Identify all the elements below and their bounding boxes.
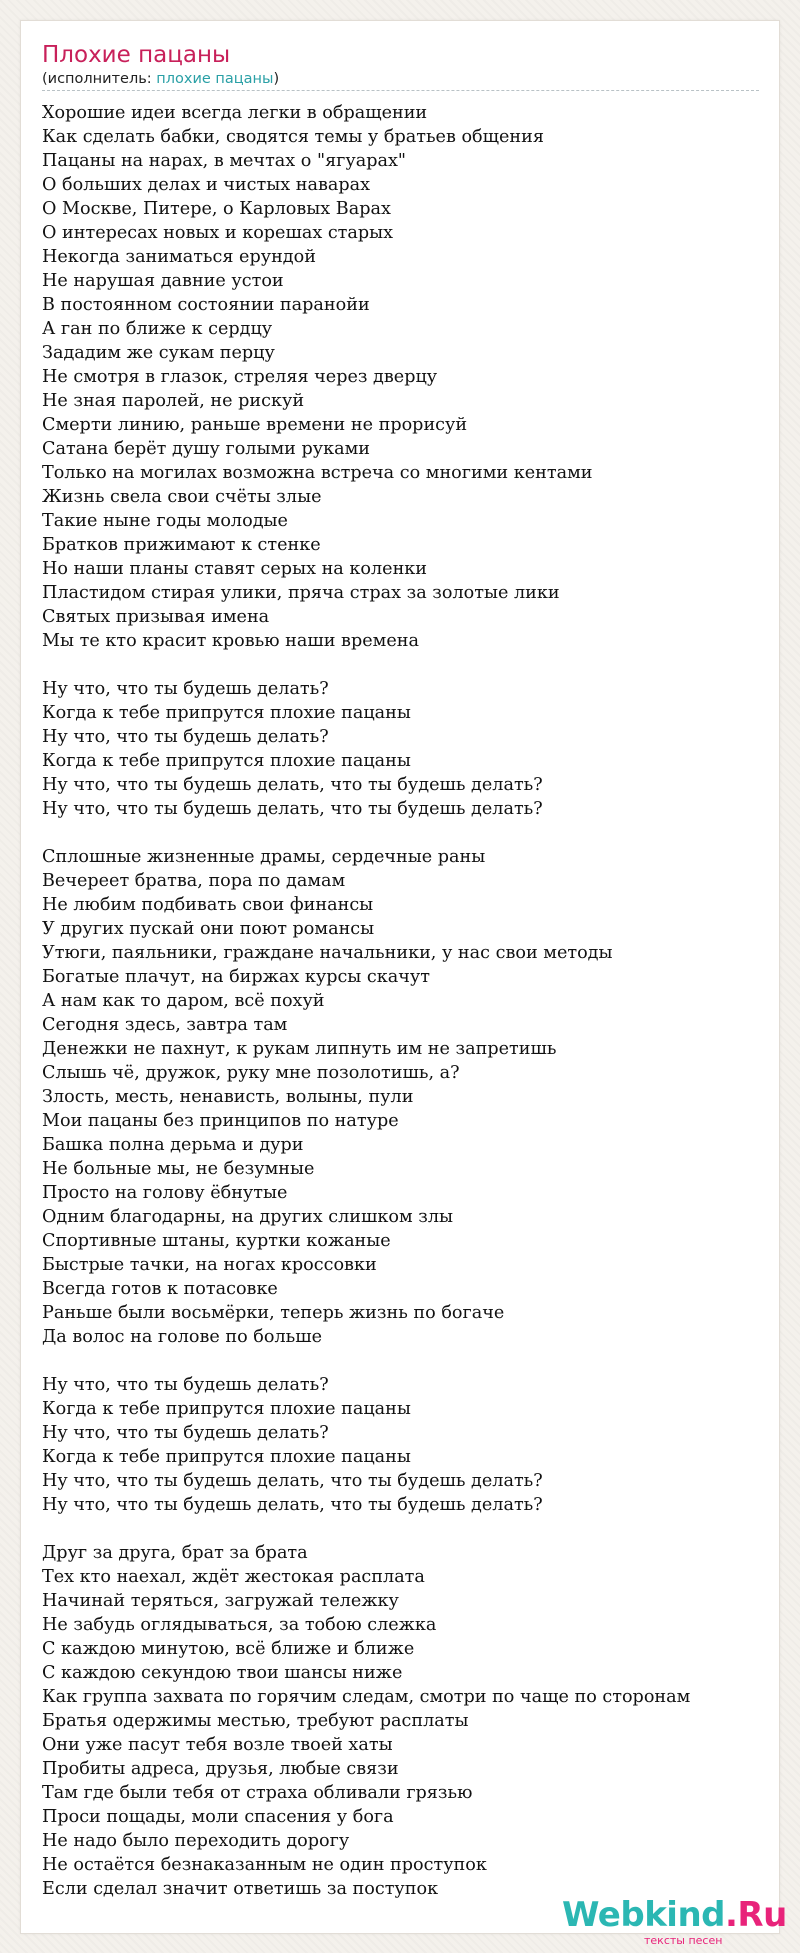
lyrics-line: Башка полна дерьма и дури [42, 1135, 304, 1155]
logo-subtitle: тексты песен [644, 1934, 723, 1947]
logo-tld: .Ru [725, 1895, 787, 1935]
lyrics-line: С каждою минутою, всё ближе и ближе [42, 1639, 415, 1659]
lyrics-line: О больших делах и чистых наварах [42, 175, 371, 195]
webkind-logo[interactable] [562, 1895, 787, 1947]
lyrics-line: Да волос на голове по больше [42, 1327, 323, 1347]
lyrics-line: Братья одержимы местью, требуют расплаты [42, 1711, 469, 1731]
lyrics-stanza [42, 1373, 782, 1517]
lyrics-line: Смерти линию, раньше времени не прорисуй [42, 415, 468, 435]
lyrics-line: Не смотря в глазок, стреляя через дверцу [42, 367, 438, 387]
lyrics-stanza [42, 1541, 782, 1901]
lyrics-line: Сплошные жизненные драмы, сердечные раны [42, 847, 486, 867]
lyrics-line: Когда к тебе припрутся плохие пацаны [42, 1399, 411, 1419]
lyrics-line: О Москве, Питере, о Карловых Варах [42, 199, 391, 219]
lyrics-line: Хорошие идеи всегда легки в обращении [42, 103, 428, 123]
lyrics-line: Ну что, что ты будешь делать? [42, 1375, 329, 1395]
lyrics-line: Ну что, что ты будешь делать, что ты будешь делать? [42, 799, 543, 819]
lyrics-line: Зададим же сукам перцу [42, 343, 275, 363]
lyrics-line: Мои пацаны без принципов по натуре [42, 1111, 399, 1131]
logo-wordmark [562, 1895, 787, 1935]
lyrics-line: Они уже пасут тебя возле твоей хаты [42, 1735, 393, 1755]
lyrics-line: Всегда готов к потасовке [42, 1279, 278, 1299]
lyrics-line: Тех кто наехал, ждёт жестокая расплата [42, 1567, 425, 1587]
lyrics-line: Мы те кто красит кровью наши времена [42, 631, 419, 651]
lyrics-line: Ну что, что ты будешь делать? [42, 727, 329, 747]
lyrics-line: Ну что, что ты будешь делать, что ты будешь делать? [42, 1471, 543, 1491]
lyrics-line: Ну что, что ты будешь делать? [42, 1423, 329, 1443]
song-title: Плохие пацаны [42, 42, 231, 68]
lyrics-line: Не больные мы, не безумные [42, 1159, 315, 1179]
lyrics-line: О интересах новых и корешах старых [42, 223, 394, 243]
lyrics-line: Когда к тебе припрутся плохие пацаны [42, 751, 411, 771]
lyrics-line: Такие ныне годы молодые [42, 511, 288, 531]
lyrics-line: С каждою секундою твои шансы ниже [42, 1663, 403, 1683]
lyrics-line: Утюги, паяльники, граждане начальники, у нас свои методы [42, 943, 613, 963]
lyrics-line: Когда к тебе припрутся плохие пацаны [42, 703, 411, 723]
lyrics-line: У других пускай они поют романсы [42, 919, 375, 939]
lyrics-line: Сегодня здесь, завтра там [42, 1015, 288, 1035]
lyrics-line: В постоянном состоянии паранойи [42, 295, 370, 315]
lyrics-card [20, 20, 780, 1934]
lyrics-line: Раньше были восьмёрки, теперь жизнь по богаче [42, 1303, 505, 1323]
lyrics-line: Быстрые тачки, на ногах кроссовки [42, 1255, 377, 1275]
lyrics-line: Как группа захвата по горячим следам, смотри по чаще по сторонам [42, 1687, 691, 1707]
lyrics-line: А нам как то даром, всё похуй [42, 991, 325, 1011]
lyrics-line: Злость, месть, ненависть, волыны, пули [42, 1087, 414, 1107]
lyrics-line: Не забудь оглядываться, за тобою слежка [42, 1615, 437, 1635]
logo-name: Webkind [562, 1895, 725, 1935]
lyrics-line: Пластидом стирая улики, пряча страх за золотые лики [42, 583, 560, 603]
lyrics-line: Но наши планы ставят серых на коленки [42, 559, 428, 579]
lyrics-line: Сатана берёт душу голыми руками [42, 439, 370, 459]
lyrics-stanza [42, 101, 782, 653]
lyrics-line: Братков прижимают к стенке [42, 535, 321, 555]
lyrics-line: Пацаны на нарах, в мечтах о "ягуарах" [42, 151, 407, 171]
lyrics-line: Жизнь свела свои счёты злые [42, 487, 322, 507]
performer-line [42, 71, 279, 87]
lyrics-line: А ган по ближе к сердцу [42, 319, 273, 339]
lyrics-line: Святых призывая имена [42, 607, 270, 627]
lyrics-line: Если сделал значит ответишь за поступок [42, 1879, 439, 1899]
lyrics-line: Вечереет братва, пора по дамам [42, 871, 346, 891]
performer-suffix: ) [273, 71, 280, 87]
performer-prefix: (исполнитель: [42, 71, 157, 87]
lyrics-line: Друг за друга, брат за брата [42, 1543, 308, 1563]
lyrics-line: Некогда заниматься ерундой [42, 247, 316, 267]
lyrics-text [42, 101, 782, 1901]
lyrics-line: Пробиты адреса, друзья, любые связи [42, 1759, 399, 1779]
lyrics-line: Ну что, что ты будешь делать? [42, 679, 329, 699]
lyrics-line: Просто на голову ёбнутые [42, 1183, 288, 1203]
lyrics-line: Денежки не пахнут, к рукам липнуть им не запретишь [42, 1039, 557, 1059]
lyrics-line: Там где были тебя от страха обливали грязью [42, 1783, 473, 1803]
lyrics-line: Ну что, что ты будешь делать, что ты будешь делать? [42, 1495, 543, 1515]
lyrics-line: Как сделать бабки, сводятся темы у братьев общения [42, 127, 544, 147]
lyrics-line: Спортивные штаны, куртки кожаные [42, 1231, 391, 1251]
lyrics-line: Не остаётся безнаказанным не один проступок [42, 1855, 487, 1875]
lyrics-line: Богатые плачут, на биржах курсы скачут [42, 967, 430, 987]
lyrics-line: Одним благодарны, на других слишком злы [42, 1207, 454, 1227]
lyrics-line: Ну что, что ты будешь делать, что ты будешь делать? [42, 775, 543, 795]
lyrics-line: Слышь чё, дружок, руку мне позолотишь, а? [42, 1063, 460, 1083]
lyrics-stanza [42, 677, 782, 821]
performer-link[interactable]: плохие пацаны [156, 71, 274, 87]
lyrics-line: Когда к тебе припрутся плохие пацаны [42, 1447, 411, 1467]
lyrics-line: Не зная паролей, не рискуй [42, 391, 305, 411]
lyrics-line: Не надо было переходить дорогу [42, 1831, 350, 1851]
lyrics-stanza [42, 845, 782, 1349]
lyrics-line: Проси пощады, моли спасения у бога [42, 1807, 394, 1827]
lyrics-line: Начинай теряться, загружай тележку [42, 1591, 399, 1611]
lyrics-line: Не нарушая давние устои [42, 271, 284, 291]
lyrics-line: Только на могилах возможна встреча со многими кентами [42, 463, 593, 483]
title-divider [42, 90, 759, 91]
lyrics-line: Не любим подбивать свои финансы [42, 895, 374, 915]
